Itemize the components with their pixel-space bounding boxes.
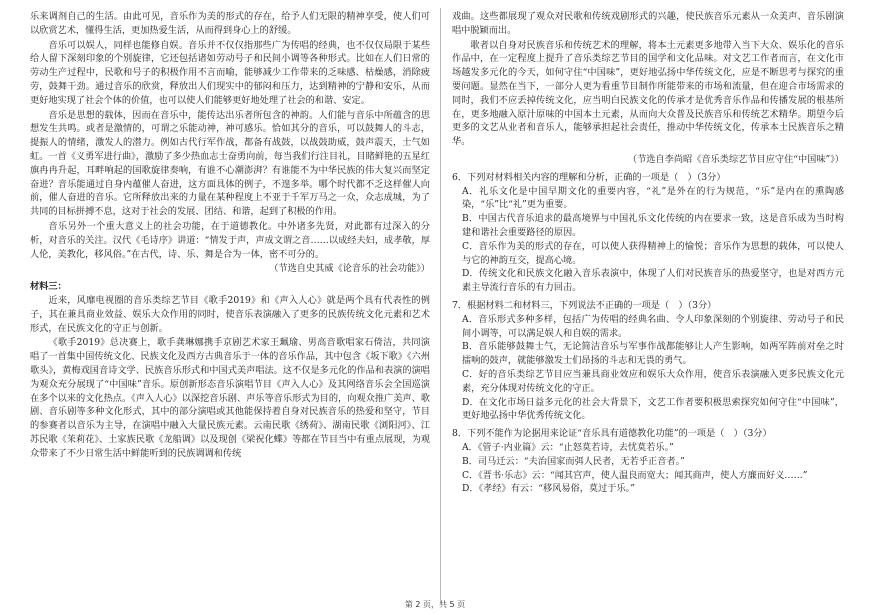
question-8: 8．下列不能作为论据用来论证“音乐具有道德教化功能”的一项是（ ）（3分） [452, 428, 772, 440]
question-6: 6．下列对材料相关内容的理解和分析，正确的一项是（ ）（3分） [452, 171, 726, 183]
paragraph: 音乐另外一个重大意义上的社会功能，在于道德教化。中外诸多先贤，对此都有过深入的分析，对音乐的关注。汉代《毛诗序》讲道：“情发于声，声成文谓之音……以成经夫妇，成孝敬，厚人伦，美教化，移风俗。”在古代，诗、乐、舞是合为一体，密不可分的。 [30, 220, 430, 260]
option-6a: A．礼乐文化是中国早期文化的重要内容，“礼”是外在的行为规范，“乐”是内在的熏陶感染，“乐”比“礼”更为重要。 [462, 185, 844, 211]
column-divider [440, 8, 441, 604]
option-6b: B．中国古代音乐追求的最高境界与中国礼乐文化传统的内在要求一致，这是音乐成为当时构建和谐社会重要路径的原因。 [462, 213, 844, 238]
source-citation: （节选自史其威《论音乐的社会功能》） [269, 263, 430, 275]
paragraph: 音乐可以娱人，同样也能修自娱。音乐并不仅仅指那些广为传唱的经典，也不仅仅局限于某些给人留下深刻印象的个别旋律，它还包括诸如劳动号子和民间小调等各种形式。比如在人们日常的劳动生产过程中，民歌和号子的积极作用不言而喻，能够减少工作带来的乏味感、枯燥感，消除疲劳，鼓舞干劲。通过音乐的欣赏，释放出人们现实中的郁闷和压力，达到精神的宁静和安乐，从而更好地实现了社会个体的价值，也可以使人们能够更好地处理了社会的和谐、安定。 [30, 39, 430, 106]
option-7b: B．音乐能够鼓舞士气，无论简洁音乐与军事作战都能够让人产生影响，如两军阵前对垒之时擂响的鼓声，就能够激发士们昂扬的斗志和无畏的勇气。 [462, 341, 844, 367]
option-7d: D．在文化市场日益多元化的社会大背景下，文艺工作者要积极思索探究如何守住“中国味”，更好地弘扬中华优秀传统文化。 [462, 396, 844, 422]
option-8b: B．司马迁云：“夫治国家而弭人民者，无若乎正音者。” [462, 455, 685, 467]
source-citation: （节选自李尚昭《音乐类综艺节目应守住“中国味”》） [627, 153, 844, 165]
paragraph: 音乐是思想的载体，因而在音乐中，能传达出乐者所包含的神韵。人们能与音乐中所蕴含的思想发生共鸣。或者是激情的，可谓之乐能动神，神可感乐。恰如其分的音乐，可以鼓舞人的斗志，提振人的情绪，激发人的潜力。例如古代行军作战，都备有战鼓，以战鼓助威，鼓声震天，士气如虹。一首《义勇军进行曲》，激励了多少热血志士奋勇向前，每当我们行注目礼，目睹鲜艳的五星红旗冉冉升起，耳畔响起的国歌旋律奏响，有谁不心潮澎湃？有谁能不为中华民族的伟大复兴而坚定奋进？音乐能通过自身内蕴催人奋进，这方面具体的例子，不遑多举。哪个时代都不乏这样催人向前，催人奋进的音乐。它所释放出来的力量在某种程度上不亚于千军万马之一众，众志成城，为了共同的目标拼搏不息，这对于社会的发展、团结、和谐，起到了积极的作用。 [30, 109, 430, 218]
paragraph: 歌者以自身对民族音乐和传统艺术的理解，将本土元素更多地带入当下大众、娱乐化的音乐作品中，在一定程度上提升了音乐类综艺节目的国学和文化品味。对文艺工作者而言，在文化市场越发多元化的今天，如何守住“中国味”，更好地弘扬中华传统文化，应是不断思考与探究的重要问题。显然在当下，一部分人更为看重节目制作所能带来的市场和流量，但在迎合市场需求的同时，我们不应丢掉传统文化，应当明白民族文化的传承才是优秀音乐作品和传播发展的根基所在，更多地融入原汁原味的中国本土元素，从而向大众普及民族音乐和传统艺术精华。期望今后更多的文艺从业者和音乐人，能够承担起社会责任，推动中华传统文化，传承本土民族音乐之精华。 [452, 39, 844, 148]
option-7c: C．好的音乐类综艺节目应当兼具商业效应和娱乐大众作用，使音乐表演融入更多民族文化元素，充分体现对传统文化的守正。 [462, 368, 844, 394]
option-8c: C．《晋书·乐志》云：“闻其宫声，使人温良而宽大；闻其商声，使人方廉而好义……” [462, 469, 808, 481]
option-8a: A．《管子·内业篇》云：“止怒莫若诗，去忧莫若乐。” [462, 441, 674, 453]
left-column [30, 10, 430, 462]
paragraph: 戏曲。这些都展现了观众对民歌和传统戏剧形式的兴趣，使民族音乐元素从一众美声、音乐剧演唱中脱颖而出。 [452, 11, 844, 36]
paragraph: 乐来调剂自己的生活。由此可见，音乐作为美的形式的存在，给予人们无限的精神享受，使人们可以欣赏艺术，懂得生活，更加热爱生活，从而得到身心上的舒缓。 [30, 11, 430, 36]
question-7: 7．根据材料二和材料三，下列说法不正确的一项是（ ）（3分） [452, 299, 717, 311]
option-7a: A．音乐形式多种多样，包括广为传唱的经典名曲、令人印象深刻的个别旋律、劳动号子和民间小调等，可以满足娱人和自娱的需求。 [462, 313, 844, 339]
option-6d: D．传统文化和民族文化融入音乐表演中，体现了人们对民族音乐的热爱坚守，也是对西方元素主导流行音乐的有力回击。 [462, 268, 844, 294]
paragraph: 近来，风靡电视圈的音乐类综艺节目《歌手2019》和《声入人心》就是两个具有代表性的例子，其在兼具商业效益、娱乐大众作用的同时，使音乐表演融入了更多的民族传统文化元素和艺术形式，在民族文化的守正与创新。 [30, 294, 430, 334]
paragraph: 《歌手2019》总决赛上，歌手龚琳娜携手京剧艺术家王珮瑜、男高音歌唱家石倚洁，共同演唱了一首集中国传统文化、民族文化及西方古典音乐于一体的音乐作品，其中包含《坂下歌》《六州歌头》，黄梅戏国音诗文学、民族音乐形式和中国式美声唱法。这不仅是多元化的作品和表演的演唱为观众充分展现了“中国味”音乐。原创新形态音乐演唱节目《声入人心》及其网络音乐会全国巡演在多个以来的文化热点。《声入人心》以深挖音乐剧、声乐等音乐形式为目的，向观众推广美声、歌剧、音乐剧等多种文化形式，其中的部分演唱或其他能保持着自身对民族音乐的热爱和坚守，节目的参赛者以音乐为主导，在演唱中融入大量民族元素。云南民歌《绣荷》、湖南民歌《浏阳河》、江苏民歌《茉莉花》、土家族民歌《龙船调》以及现创《梁祝化蝶》等都在节目当中有重点展现，为观众带来了不少日常生活中鲜能听到的民族调调和传统 [30, 337, 430, 459]
option-6c: C．音乐作为美的形式的存在，可以使人获得精神上的愉悦；音乐作为思想的载体，可以使人与它的神韵互交，提高心境。 [462, 240, 844, 266]
page-footer: 第 2 页，共 5 页 [404, 600, 466, 609]
option-8d: D．《孝经》有云：“移风易俗，莫过于乐。” [462, 483, 635, 495]
material-heading: 材料三： [30, 281, 67, 293]
right-column [452, 10, 844, 496]
